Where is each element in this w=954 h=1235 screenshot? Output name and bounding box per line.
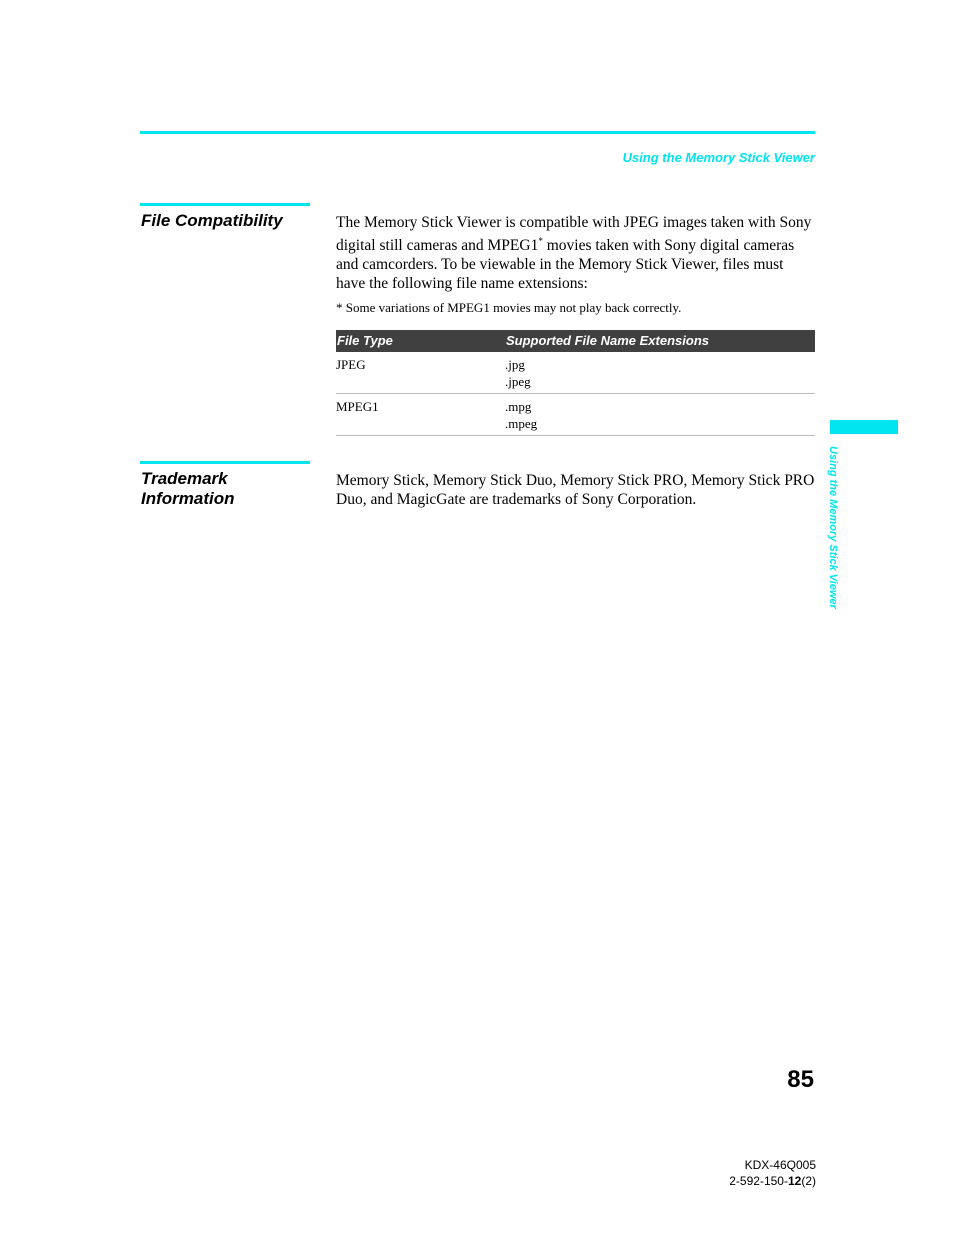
table-header-file-type: File Type	[336, 330, 505, 352]
extension-item: .mpg	[505, 399, 532, 414]
table-cell-type: MPEG1	[336, 394, 505, 436]
footnote: * Some variations of MPEG1 movies may not play back correctly.	[336, 300, 682, 315]
table-header-row	[336, 330, 815, 352]
running-header-title: Using the Memory Stick Viewer	[622, 150, 815, 165]
trademark-rule	[140, 461, 310, 464]
part-number-bold: 12	[787, 1174, 802, 1188]
file-compat-rule	[140, 203, 310, 206]
extensions-table	[336, 330, 815, 436]
table-cell-extensions	[505, 352, 815, 394]
table-header-extensions: Supported File Name Extensions	[505, 330, 815, 352]
extension-item: .jpeg	[505, 374, 531, 389]
part-number-suffix: (2)	[801, 1174, 816, 1188]
file-compat-body-text: The Memory Stick Viewer is compatible with JPEG images taken with Sony digital still cameras and MPEG1	[336, 214, 812, 255]
table-row	[336, 394, 815, 436]
file-compat-body	[336, 213, 816, 293]
page-number: 85	[787, 1066, 814, 1093]
table-cell-type: JPEG	[336, 352, 505, 394]
footnote-marker: *	[538, 236, 543, 246]
footer-model: KDX-46Q005	[744, 1158, 816, 1172]
trademark-body: Memory Stick, Memory Stick Duo, Memory Stick PRO, Memory Stick PRO Duo, and MagicGate are trademarks of Sony Corporation.	[336, 472, 815, 508]
part-number-prefix: 2-592-150-	[729, 1174, 788, 1188]
table-cell-extensions	[505, 394, 815, 436]
footer-part-number	[729, 1173, 816, 1189]
trademark-heading-line2: Information	[141, 489, 235, 508]
file-compat-body-text-cont: movies taken with Sony digital cameras and camcorders. To be viewable in the Memory Stick Viewer, files must have the following file name extensions:	[336, 237, 795, 293]
table-row	[336, 352, 815, 394]
header-rule	[140, 131, 815, 134]
side-tab-marker	[830, 420, 898, 434]
side-tab-label: Using the Memory Stick Viewer	[827, 446, 839, 609]
extension-item: .jpg	[505, 357, 525, 372]
trademark-heading-line1: Trademark	[141, 469, 228, 488]
extension-item: .mpeg	[505, 416, 538, 431]
trademark-heading	[141, 469, 311, 509]
file-compat-heading: File Compatibility	[141, 211, 283, 230]
